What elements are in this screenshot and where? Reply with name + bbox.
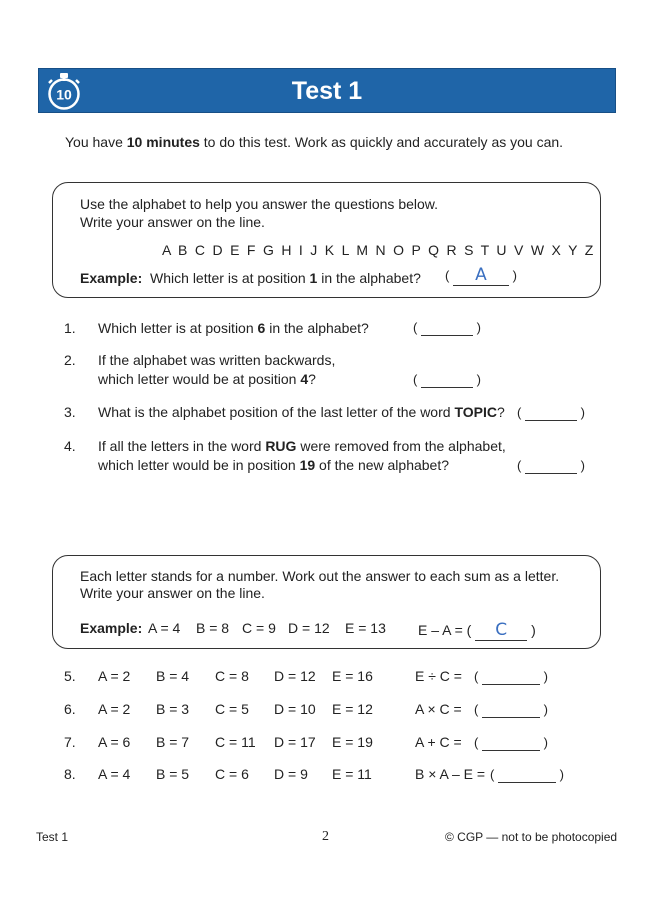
example-question: Example: Which letter is at position 1 in the alphabet? [80, 270, 421, 286]
question-text: If the alphabet was written backwards, [98, 352, 336, 368]
value: A = 2 [98, 701, 131, 717]
question-number: 4. [64, 438, 76, 454]
question-text: which letter would be in position 19 of the new alphabet? [98, 457, 450, 473]
alphabet-strip: A B C D E F G H I J K L M N O P Q R S T U V W X Y Z [162, 242, 596, 258]
answer-field[interactable]: ( ) [413, 320, 481, 335]
example-answer: C [475, 620, 527, 641]
sum-expression: E ÷ C = [415, 668, 462, 684]
example-value: C = 9 [242, 620, 276, 636]
question-text: which letter would be at position 4? [98, 371, 316, 387]
value: E = 11 [332, 766, 372, 782]
sum-expression: A × C = [415, 701, 462, 717]
value: C = 8 [215, 668, 249, 684]
value: D = 10 [274, 701, 316, 717]
question-number: 5. [64, 668, 76, 684]
answer-field[interactable]: ( ) [517, 458, 585, 473]
value: C = 6 [215, 766, 249, 782]
instruction-line: Write your answer on the line. [80, 214, 265, 230]
instruction-line: Use the alphabet to help you answer the questions below. [80, 196, 439, 212]
instruction-line: Each letter stands for a number. Work out the answer to each sum as a letter. [80, 568, 560, 584]
timer-minutes: 10 [56, 86, 72, 103]
example-value: D = 12 [288, 620, 330, 636]
answer-field[interactable]: ( ) [413, 372, 481, 387]
footer-test-label: Test 1 [36, 830, 69, 844]
value: C = 5 [215, 701, 249, 717]
value: B = 7 [156, 734, 190, 750]
value: B = 4 [156, 668, 190, 684]
value: D = 9 [274, 766, 308, 782]
example-answer-box: ( A ) [445, 265, 517, 285]
value: D = 12 [274, 668, 316, 684]
answer-field[interactable]: ( ) [517, 405, 585, 420]
value: A = 2 [98, 668, 131, 684]
sum-expression: B × A – E = [415, 766, 486, 782]
example-sum: E – A = ( C ) [418, 620, 536, 640]
title-banner [38, 68, 616, 113]
question-number: 3. [64, 404, 76, 420]
stopwatch-icon [44, 70, 84, 112]
question-number: 2. [64, 352, 76, 368]
value: E = 16 [332, 668, 373, 684]
sum-expression: A + C = [415, 734, 462, 750]
value: E = 12 [332, 701, 373, 717]
value: A = 6 [98, 734, 131, 750]
value: E = 19 [332, 734, 373, 750]
example-value: B = 8 [196, 620, 230, 636]
copyright-notice: © CGP — not to be photocopied [445, 830, 618, 844]
example-value: E = 13 [345, 620, 386, 636]
value: B = 5 [156, 766, 190, 782]
question-text: If all the letters in the word RUG were removed from the alphabet, [98, 438, 506, 454]
intro-text: You have 10 minutes to do this test. Work as quickly and accurately as you can. [65, 134, 564, 150]
page-title: Test 1 [291, 77, 363, 105]
example-label: Example: [80, 620, 143, 636]
answer-field[interactable]: ( ) [474, 702, 548, 717]
value: B = 3 [156, 701, 190, 717]
question-number: 8. [64, 766, 76, 782]
question-number: 7. [64, 734, 76, 750]
example-answer: A [453, 265, 509, 286]
answer-field[interactable]: ( ) [474, 669, 548, 684]
question-number: 6. [64, 701, 76, 717]
question-number: 1. [64, 320, 76, 336]
answer-field[interactable]: ( ) [490, 767, 564, 782]
value: C = 11 [215, 734, 256, 750]
instruction-line: Write your answer on the line. [80, 585, 265, 601]
question-text: Which letter is at position 6 in the alphabet? [98, 320, 369, 336]
answer-field[interactable]: ( ) [474, 735, 548, 750]
value: A = 4 [98, 766, 131, 782]
example-value: A = 4 [148, 620, 181, 636]
value: D = 17 [274, 734, 316, 750]
page-number: 2 [322, 829, 329, 844]
question-text: What is the alphabet position of the last letter of the word TOPIC? [98, 404, 505, 420]
